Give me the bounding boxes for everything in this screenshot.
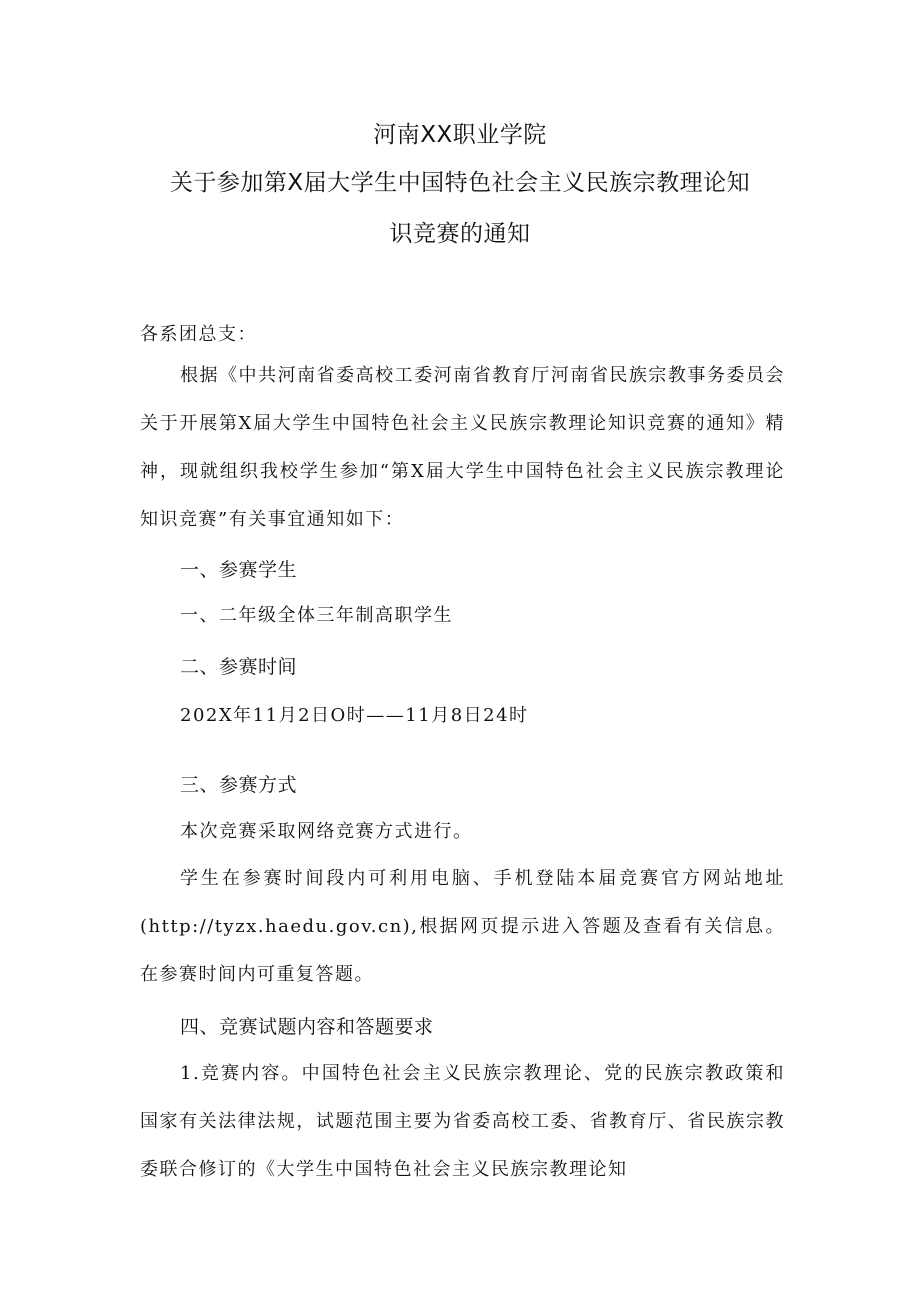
section-4-paragraph-1: 1.竞赛内容。中国特色社会主义民族宗教理论、党的民族宗教政策和国家有关法律法规，试题范围主要为省委高校工委、省教育厅、省民族宗教委联合修订的《大学生中国特色社会主义民族宗教理论知 xyxy=(140,1063,785,1180)
intro-paragraph: 根据《中共河南省委高校工委河南省教育厅河南省民族宗教事务委员会关于开展第X届大学生中国特色社会主义民族宗教理论知识竞赛的通知》精神，现就组织我校学生参加“第X届大学生中国特色社会主义民族宗教理论知识竞赛”有关事宜通知如下： xyxy=(140,365,785,530)
section-2-paragraph-1: 202X年11月2日O时——11月8日24时 xyxy=(180,705,529,726)
salutation: 各系团总支： xyxy=(140,324,257,345)
section-3-paragraph-1: 本次竞赛采取网络竞赛方式进行。 xyxy=(180,821,473,842)
document-title-line-1: 河南XX职业学院 xyxy=(373,122,547,148)
section-3-heading: 三、参赛方式 xyxy=(180,774,298,796)
section-3-paragraph-2: 学生在参赛时间段内可利用电脑、手机登陆本届竞赛官方网站地址(http://tyzx.haedu.gov.cn),根据网页提示进入答题及查看有关信息。在参赛时间内可重复答题。 xyxy=(140,868,785,985)
document-title-line-3: 识竞赛的通知 xyxy=(389,221,531,247)
section-2-heading: 二、参赛时间 xyxy=(180,656,298,678)
section-1-paragraph-1: 一、二年级全体三年制高职学生 xyxy=(180,605,453,626)
document-title-line-2: 关于参加第X届大学生中国特色社会主义民族宗教理论知 xyxy=(169,170,751,196)
section-4-heading: 四、竞赛试题内容和答题要求 xyxy=(180,1016,434,1038)
section-1-heading: 一、参赛学生 xyxy=(180,559,298,581)
